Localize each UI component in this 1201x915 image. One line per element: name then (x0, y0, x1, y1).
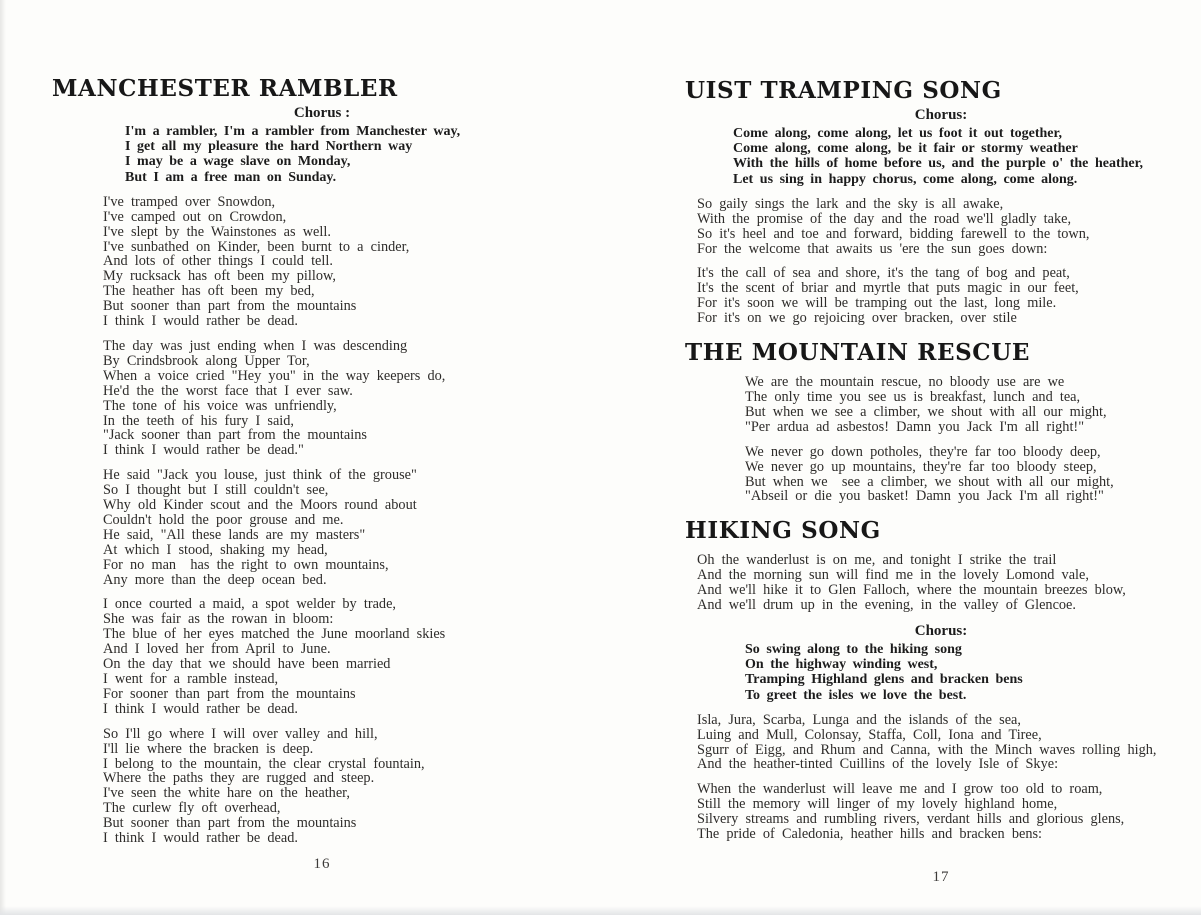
lyric-line: With the promise of the day and the road we'll gladly take, (697, 210, 1072, 227)
verse-block (697, 197, 1197, 257)
scan-edge-shadow-left (0, 0, 6, 915)
left-page (52, 76, 592, 906)
lyric-line: For the welcome that awaits us 'ere the sun goes down: (697, 240, 1048, 257)
lyric-line: It's the scent of briar and myrtle that puts magic in our feet, (697, 280, 1079, 297)
lyric-line: Couldn't hold the poor grouse and me. (103, 511, 344, 528)
song-title: UIST TRAMPING SONG (685, 77, 1002, 104)
chorus-block (745, 642, 1197, 703)
verse-block (103, 597, 592, 716)
chorus-line: Tramping Highland glens and bracken bens (745, 672, 1023, 688)
lyric-line: But sooner than part from the mountains (103, 815, 357, 832)
lyric-line: I've tramped over Snowdon, (103, 193, 276, 210)
lyric-line: But sooner than part from the mountains (103, 298, 357, 315)
lyric-line: I think I would rather be dead. (103, 830, 298, 847)
chorus-line: But I am a free man on Sunday. (125, 169, 337, 185)
right-page (685, 78, 1197, 906)
song-title: THE MOUNTAIN RESCUE (685, 339, 1031, 367)
lyric-line: Oh the wanderlust is on me, and tonight I strike the trail (697, 552, 1057, 569)
lyric-line: So it's heel and toe and forward, bidding farewell to the town, (697, 225, 1090, 242)
lyric-line: I belong to the mountain, the clear crystal fountain, (103, 755, 425, 772)
lyric-line: For it's soon we will be tramping out the last, long mile. (697, 295, 1057, 312)
page-number: 16 (313, 856, 331, 872)
lyric-line: My rucksack has oft been my pillow, (103, 268, 336, 285)
lyric-line: Still the memory will linger of my lovely highland home, (697, 796, 1058, 813)
lyric-line: We never go down potholes, they're far too bloody deep, (745, 443, 1101, 460)
lyric-line: I'll lie where the bracken is deep. (103, 740, 314, 757)
song-list-right (685, 78, 1197, 842)
lyric-line: When the wanderlust will leave me and I grow too old to roam, (697, 781, 1103, 798)
verse-block (697, 713, 1197, 773)
song (685, 78, 1197, 326)
chorus-label: Chorus: (914, 107, 968, 123)
lyric-line: Any more than the deep ocean bed. (103, 571, 327, 588)
lyric-line: He said "Jack you louse, just think of the grouse" (103, 467, 417, 484)
verse-block (103, 727, 592, 846)
lyric-line: So I'll go where I will over valley and hill, (103, 725, 378, 742)
lyric-line: The curlew fly oft overhead, (103, 800, 281, 817)
lyric-line: "Per ardua ad asbestos! Damn you Jack I'm all right!" (745, 418, 1085, 435)
song-list-left (52, 76, 592, 846)
verse-block (103, 339, 592, 458)
chorus-line: I get all my pleasure the hard Northern way (125, 139, 413, 155)
lyric-line: Isla, Jura, Scarba, Lunga and the islands of the sea, (697, 711, 1021, 728)
song (685, 518, 1197, 842)
lyric-line: I think I would rather be dead. (103, 700, 298, 717)
verse-block (697, 782, 1197, 842)
chorus-line: I may be a wage slave on Monday, (125, 154, 351, 170)
verse-block (745, 375, 1197, 435)
lyric-line: I've slept by the Wainstones as well. (103, 223, 331, 240)
song (685, 340, 1197, 504)
lyric-line: For sooner than part from the mountains (103, 685, 356, 702)
lyric-line: So I thought but I still couldn't see, (103, 482, 329, 499)
page-number: 17 (932, 869, 950, 885)
lyric-line: It's the call of sea and shore, it's the tang of bog and peat, (697, 265, 1070, 282)
lyric-line: Where the paths they are rugged and steep. (103, 770, 375, 787)
lyric-line: I think I would rather be dead." (103, 442, 304, 459)
verse-block (697, 266, 1197, 326)
lyric-line: On the day that we should have been married (103, 656, 391, 673)
lyric-line: I've sunbathed on Kinder, been burnt to a cinder, (103, 238, 410, 255)
lyric-line: And I loved her from April to June. (103, 641, 331, 658)
lyric-line: But when we see a climber, we shout with all our might, (745, 403, 1107, 420)
chorus-line: Come along, come along, let us foot it out together, (733, 126, 1062, 141)
lyric-line: "Jack sooner than part from the mountains (103, 427, 367, 444)
chorus-label: Chorus : (293, 105, 351, 121)
lyric-line: And the morning sun will find me in the lovely Lomond vale, (697, 567, 1089, 584)
song-title: HIKING SONG (685, 517, 881, 545)
lyric-line: Silvery streams and rumbling rivers, verdant hills and glorious glens, (697, 811, 1125, 828)
verse-block (103, 195, 592, 329)
lyric-line: Luing and Mull, Colonsay, Staffa, Coll, Iona and Tiree, (697, 726, 1042, 743)
chorus-line: Come along, come along, be it fair or stormy weather (733, 141, 1078, 157)
lyric-line: So gaily sings the lark and the sky is all awake, (697, 195, 1004, 212)
song (52, 76, 592, 846)
lyric-line: For no man has the right to own mountains, (103, 556, 389, 573)
song-title: MANCHESTER RAMBLER (52, 75, 398, 102)
lyric-line: And the heather-tinted Cuillins of the lovely Isle of Skye: (697, 756, 1059, 773)
lyric-line: I've camped out on Crowdon, (103, 208, 287, 225)
lyric-line: The blue of her eyes matched the June moorland skies (103, 626, 446, 643)
lyric-line: By Crindsbrook along Upper Tor, (103, 352, 310, 369)
lyric-line: The heather has oft been my bed, (103, 283, 315, 300)
chorus-block (733, 126, 1197, 187)
lyric-line: He'd the the worst face that I ever saw. (103, 382, 353, 399)
lyric-line: For it's on we go rejoicing over bracken, over stile (697, 310, 1017, 327)
lyric-line: I've seen the white hare on the heather, (103, 785, 350, 802)
chorus-line: On the highway winding west, (745, 657, 938, 673)
lyric-line: But when we see a climber, we shout with all our might, (745, 473, 1114, 490)
lyric-line: I went for a ramble instead, (103, 671, 279, 687)
lyric-line: At which I stood, shaking my head, (103, 541, 328, 558)
lyric-line: We never go up mountains, they're far too bloody steep, (745, 458, 1097, 475)
chorus-line: To greet the isles we love the best. (745, 687, 967, 703)
scan-edge-shadow-bottom (0, 906, 1201, 915)
verse-block (697, 553, 1197, 613)
verse-block (745, 445, 1197, 505)
lyric-line: I once courted a maid, a spot welder by trade, (103, 596, 396, 613)
chorus-block (125, 124, 592, 185)
lyric-line: We are the mountain rescue, no bloody use are we (745, 374, 1065, 391)
lyric-line: The only time you see us is breakfast, lunch and tea, (745, 388, 1081, 405)
lyric-line: In the teeth of his fury I said, (103, 412, 294, 429)
verse-block (103, 468, 592, 587)
lyric-line: She was fair as the rowan in bloom: (103, 611, 334, 628)
chorus-line: I'm a rambler, I'm a rambler from Manchester way, (125, 124, 461, 139)
lyric-line: I think I would rather be dead. (103, 313, 298, 330)
lyric-line: "Abseil or die you basket! Damn you Jack I'm all right!" (745, 488, 1104, 505)
lyric-line: The tone of his voice was unfriendly, (103, 397, 337, 414)
lyric-line: When a voice cried "Hey you" in the way keepers do, (103, 367, 446, 384)
chorus-line: So swing along to the hiking song (745, 641, 962, 657)
lyric-line: And lots of other things I could tell. (103, 253, 333, 270)
lyric-line: The day was just ending when I was descending (103, 337, 408, 354)
lyric-line: The pride of Caledonia, heather hills and bracken bens: (697, 826, 1043, 843)
chorus-line: With the hills of home before us, and the purple o' the heather, (733, 156, 1144, 172)
chorus-label: Chorus: (914, 622, 968, 639)
lyric-line: Sgurr of Eigg, and Rhum and Canna, with the Minch waves rolling high, (697, 741, 1157, 758)
chorus-line: Let us sing in happy chorus, come along, come along. (733, 171, 1078, 187)
lyric-line: He said, "All these lands are my masters" (103, 526, 366, 543)
lyric-line: Why old Kinder scout and the Moors round about (103, 497, 417, 514)
lyric-line: And we'll drum up in the evening, in the valley of Glencoe. (697, 597, 1076, 614)
lyric-line: And we'll hike it to Glen Falloch, where the mountain breezes blow, (697, 582, 1126, 599)
